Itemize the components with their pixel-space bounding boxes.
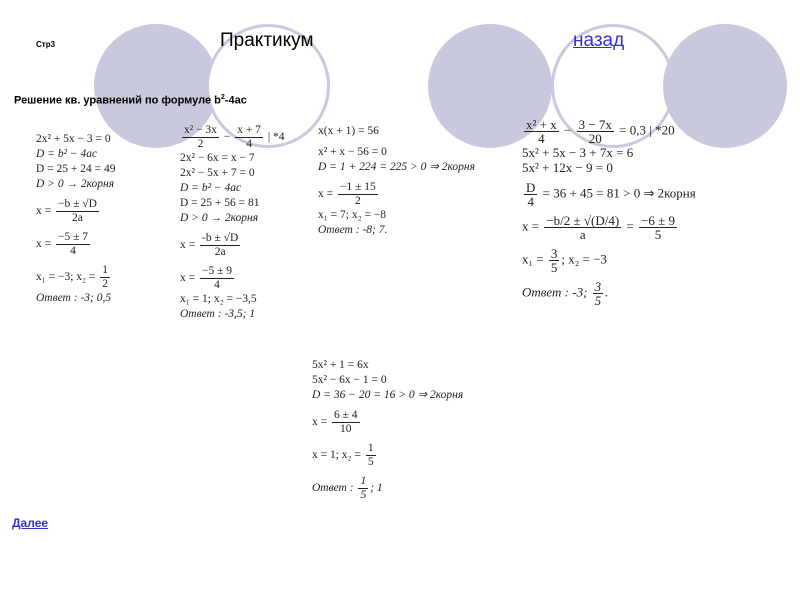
roots-fraction: [200, 265, 234, 292]
roots-prefix: x =: [318, 188, 336, 201]
discriminant-result: D > 0 → 2корня: [180, 212, 259, 224]
equation-step-2: x² + x − 56 = 0: [318, 146, 387, 158]
fraction-denominator: 2a: [214, 246, 226, 258]
fraction-numerator: 6 ± 4: [334, 409, 358, 421]
fraction-numerator: 3 − 7x: [578, 117, 612, 132]
discriminant-value: = 36 + 45 = 81 > 0 ⇒ 2корня: [539, 185, 696, 201]
page-number: Стр3: [36, 40, 56, 49]
equation-step-3: 5x² + 12x − 9 = 0: [522, 160, 613, 175]
root-formula: [36, 198, 116, 225]
roots-values-fraction: [100, 264, 110, 291]
fraction-numerator: −5 ± 9: [202, 265, 233, 277]
answer-prefix: Ответ : -3;: [522, 284, 591, 300]
fraction-denominator: 10: [340, 423, 352, 435]
solution-2: [180, 124, 285, 322]
fraction-numerator: x + 7: [237, 124, 261, 136]
equation-step-2: 5x² + 5x − 3 + 7x = 6: [522, 145, 634, 160]
roots-values-fraction: [366, 442, 376, 469]
fraction-denominator: 2: [102, 278, 109, 290]
fraction-denominator: 4: [214, 279, 220, 291]
solution-5: [312, 358, 463, 502]
fraction-denominator: a: [579, 227, 586, 242]
discriminant-result: D > 0 → 2корня: [36, 178, 115, 190]
root-formula-fraction: [56, 198, 99, 225]
fraction-numerator: 1: [367, 442, 374, 454]
roots-values-suffix: ; x₂ = −3: [561, 251, 607, 267]
roots-values: x₁ = 7; x₂ = −8: [318, 209, 387, 221]
equation: x(x + 1) = 56: [318, 125, 379, 137]
roots-fraction-2: [639, 214, 677, 241]
next-link[interactable]: Далее: [12, 516, 49, 530]
discriminant-formula: D = b² − 4ac: [180, 182, 242, 194]
left-fraction: [182, 124, 219, 151]
back-link[interactable]: назад: [573, 30, 625, 51]
roots-values-fraction: [549, 247, 560, 274]
page-title: Практикум: [220, 30, 314, 51]
roots-expression: [312, 409, 463, 436]
equation-step-3: 2x² − 5x + 7 = 0: [180, 167, 255, 179]
discriminant-calc: D = 25 + 24 = 49: [36, 163, 116, 175]
equation-step-2: 5x² − 6x − 1 = 0: [312, 374, 387, 386]
fraction-numerator: D: [526, 180, 536, 195]
heading-tail: -4ac: [224, 94, 247, 107]
equation: 5x² + 1 = 6x: [312, 359, 369, 371]
fraction-denominator: 5: [360, 489, 367, 501]
fraction-denominator: 2a: [72, 212, 83, 224]
roots-values: [522, 247, 696, 274]
fraction-numerator: -b ± √D: [202, 232, 239, 244]
fraction-denominator: 5: [594, 293, 602, 308]
discriminant-calc: [522, 181, 696, 208]
heading-superscript: 2: [220, 94, 225, 101]
fraction-denominator: 2: [355, 195, 361, 207]
discriminant-calc: D = 36 − 20 = 16 > 0 ⇒ 2корня: [312, 389, 464, 401]
root-formula: [180, 232, 285, 259]
roots-values: x₁ = 1; x₂ = −3,5: [180, 293, 257, 305]
root-formula-fraction: [200, 232, 240, 259]
roots-fraction: [338, 181, 378, 208]
fraction-numerator: −5 ± 7: [58, 231, 89, 243]
fraction-numerator: −1 ± 15: [340, 181, 376, 193]
roots-prefix: x =: [36, 238, 54, 251]
roots-values: [312, 442, 463, 469]
discriminant-calc: D = 25 + 56 = 81: [180, 197, 260, 209]
fraction-denominator: 5: [654, 227, 662, 242]
roots-expression: [36, 231, 116, 258]
fraction-denominator: 4: [538, 131, 545, 146]
fraction-numerator: 3: [550, 246, 558, 261]
answer-prefix: Ответ :: [312, 482, 357, 495]
fraction-numerator: −b ± √D: [58, 198, 97, 210]
roots-prefix: x =: [180, 272, 198, 285]
right-fraction: [235, 124, 263, 151]
solution-4: [522, 118, 696, 307]
answer-suffix: .: [605, 284, 609, 300]
answer: Ответ : -3; 0,5: [36, 292, 112, 304]
roots-fraction: [332, 409, 360, 436]
right-fraction: [577, 118, 614, 145]
fraction-numerator: 1: [102, 264, 109, 276]
roots-fraction: [544, 214, 621, 241]
fraction-numerator: 1: [360, 475, 367, 487]
fraction-numerator: −b/2 ± √(D/4): [546, 213, 620, 228]
roots-equals: =: [623, 218, 638, 234]
answer: Ответ : -8; 7.: [318, 224, 388, 236]
roots-values-prefix: x = 1; x₂ =: [312, 449, 364, 462]
section-heading: [14, 94, 247, 107]
equation: [522, 118, 696, 145]
solution-3: [318, 124, 475, 238]
answer-fraction: [358, 475, 368, 502]
left-fraction: [524, 118, 559, 145]
equation: [180, 124, 285, 151]
roots-expression: [318, 181, 475, 208]
roots-fraction: [56, 231, 90, 258]
equation-operator: −: [560, 122, 575, 138]
fraction-denominator: 5: [367, 456, 374, 468]
fraction-numerator: x² + x: [526, 117, 557, 132]
equation-tail: = 0,3 | *20: [615, 122, 675, 138]
fraction-numerator: 3: [594, 279, 602, 294]
equation-tail: | *4: [264, 131, 285, 144]
equation-operator: −: [220, 131, 234, 144]
equation: 2x² + 5x − 3 = 0: [36, 133, 111, 145]
root-formula-prefix: x =: [36, 205, 54, 218]
equation-step-2: 2x² − 6x = x − 7: [180, 152, 255, 164]
roots-values-prefix: x₁ =: [522, 251, 547, 267]
root-formula-prefix: x =: [180, 239, 198, 252]
discriminant-calc: D = 1 + 224 = 225 > 0 ⇒ 2корня: [318, 161, 475, 173]
fraction-denominator: 5: [550, 260, 558, 275]
fraction-denominator: 2: [197, 138, 204, 150]
answer: [312, 475, 463, 502]
roots-expression: [522, 214, 696, 241]
fraction-denominator: 4: [527, 194, 534, 209]
answer-fraction: [593, 280, 604, 307]
answer-suffix: ; 1: [370, 482, 383, 495]
fraction-denominator: 4: [246, 138, 252, 150]
roots-expression: [180, 265, 285, 292]
fraction-numerator: −6 ± 9: [641, 213, 676, 228]
fraction-numerator: x² − 3x: [184, 124, 217, 136]
fraction-denominator: 20: [588, 131, 602, 146]
roots-values-prefix: x₁ = −3; x₂ =: [36, 271, 99, 284]
discriminant-formula: D = b² − 4ac: [36, 148, 98, 160]
answer: Ответ : -3,5; 1: [180, 308, 256, 320]
discriminant-fraction: [524, 181, 537, 208]
heading-text: Решение кв. уравнений по формуле b: [14, 94, 221, 107]
roots-prefix: x =: [312, 416, 330, 429]
fraction-denominator: 4: [70, 245, 76, 257]
roots-prefix: x =: [522, 218, 543, 234]
answer: [522, 280, 696, 307]
solution-1: [36, 132, 116, 306]
roots-values: [36, 264, 116, 291]
